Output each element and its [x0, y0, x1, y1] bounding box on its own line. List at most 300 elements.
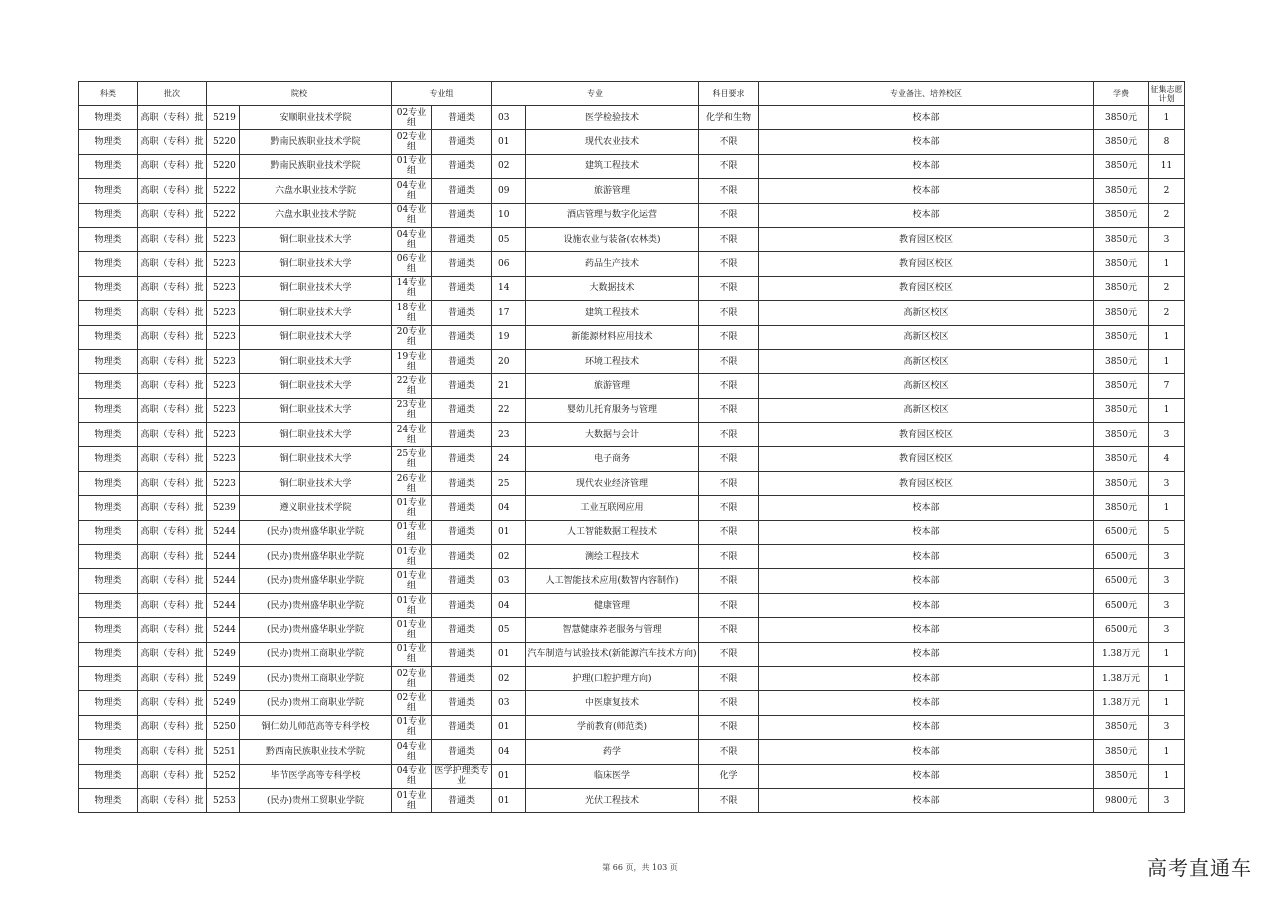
cell-category: 物理类 — [79, 545, 138, 569]
cell-school-code: 5250 — [207, 715, 240, 739]
cell-group-type: 普通类 — [432, 788, 492, 812]
cell-category: 物理类 — [79, 569, 138, 593]
cell-tuition: 1.38万元 — [1094, 642, 1149, 666]
cell-tuition: 6500元 — [1094, 593, 1149, 617]
cell-category: 物理类 — [79, 764, 138, 788]
cell-category: 物理类 — [79, 374, 138, 398]
cell-major-name: 中医康复技术 — [526, 691, 699, 715]
cell-group: 01专业组 — [392, 154, 432, 178]
cell-group: 02专业组 — [392, 666, 432, 690]
cell-notes: 校本部 — [759, 715, 1094, 739]
cell-notes: 高新区校区 — [759, 301, 1094, 325]
cell-category: 物理类 — [79, 349, 138, 373]
cell-school-name: 铜仁职业技术大学 — [240, 423, 392, 447]
cell-tuition: 3850元 — [1094, 154, 1149, 178]
cell-tuition: 3850元 — [1094, 764, 1149, 788]
cell-major-name: 护理(口腔护理方向) — [526, 666, 699, 690]
table-row — [79, 788, 1185, 812]
cell-major-name: 学前教育(师范类) — [526, 715, 699, 739]
cell-plan: 1 — [1149, 642, 1185, 666]
table-row — [79, 227, 1185, 251]
cell-group-type: 普通类 — [432, 520, 492, 544]
cell-school-name: 六盘水职业技术学院 — [240, 179, 392, 203]
cell-subject-requirement: 不限 — [699, 349, 759, 373]
cell-group: 02专业组 — [392, 691, 432, 715]
cell-major-name: 婴幼儿托育服务与管理 — [526, 398, 699, 422]
cell-major-code: 10 — [492, 203, 526, 227]
cell-notes: 校本部 — [759, 545, 1094, 569]
cell-batch: 高职（专科）批 — [138, 715, 207, 739]
cell-group: 01专业组 — [392, 618, 432, 642]
cell-plan: 3 — [1149, 788, 1185, 812]
table-row — [79, 593, 1185, 617]
cell-notes: 校本部 — [759, 106, 1094, 130]
cell-subject-requirement: 不限 — [699, 545, 759, 569]
cell-group: 01专业组 — [392, 788, 432, 812]
cell-plan: 1 — [1149, 252, 1185, 276]
cell-major-name: 健康管理 — [526, 593, 699, 617]
cell-batch: 高职（专科）批 — [138, 545, 207, 569]
cell-school-code: 5223 — [207, 276, 240, 300]
cell-school-code: 5223 — [207, 301, 240, 325]
cell-category: 物理类 — [79, 496, 138, 520]
cell-group: 04专业组 — [392, 764, 432, 788]
table-row — [79, 154, 1185, 178]
cell-group-type: 普通类 — [432, 276, 492, 300]
cell-major-code: 04 — [492, 593, 526, 617]
cell-school-name: 铜仁职业技术大学 — [240, 349, 392, 373]
table-row — [79, 569, 1185, 593]
cell-group: 26专业组 — [392, 471, 432, 495]
cell-batch: 高职（专科）批 — [138, 179, 207, 203]
cell-subject-requirement: 不限 — [699, 227, 759, 251]
cell-notes: 高新区校区 — [759, 398, 1094, 422]
cell-school-code: 5249 — [207, 691, 240, 715]
cell-plan: 3 — [1149, 618, 1185, 642]
cell-group: 04专业组 — [392, 740, 432, 764]
cell-major-name: 设施农业与装备(农林类) — [526, 227, 699, 251]
cell-plan: 1 — [1149, 666, 1185, 690]
cell-category: 物理类 — [79, 691, 138, 715]
cell-major-name: 光伏工程技术 — [526, 788, 699, 812]
cell-school-code: 5223 — [207, 447, 240, 471]
cell-batch: 高职（专科）批 — [138, 788, 207, 812]
cell-group-type: 普通类 — [432, 130, 492, 154]
cell-major-code: 01 — [492, 788, 526, 812]
cell-category: 物理类 — [79, 276, 138, 300]
table-row — [79, 130, 1185, 154]
cell-major-name: 医学检验技术 — [526, 106, 699, 130]
cell-school-name: (民办)贵州工商职业学院 — [240, 642, 392, 666]
cell-major-code: 05 — [492, 618, 526, 642]
cell-category: 物理类 — [79, 252, 138, 276]
cell-subject-requirement: 不限 — [699, 447, 759, 471]
table-row — [79, 423, 1185, 447]
cell-subject-requirement: 不限 — [699, 520, 759, 544]
cell-group: 23专业组 — [392, 398, 432, 422]
cell-major-name: 人工智能技术应用(数智内容制作) — [526, 569, 699, 593]
cell-notes: 教育园区校区 — [759, 252, 1094, 276]
cell-plan: 8 — [1149, 130, 1185, 154]
cell-batch: 高职（专科）批 — [138, 325, 207, 349]
cell-plan: 1 — [1149, 740, 1185, 764]
table-row — [79, 715, 1185, 739]
cell-tuition: 3850元 — [1094, 276, 1149, 300]
cell-school-code: 5244 — [207, 520, 240, 544]
cell-notes: 高新区校区 — [759, 349, 1094, 373]
cell-group: 18专业组 — [392, 301, 432, 325]
cell-group: 25专业组 — [392, 447, 432, 471]
cell-tuition: 3850元 — [1094, 252, 1149, 276]
cell-subject-requirement: 不限 — [699, 642, 759, 666]
cell-major-code: 19 — [492, 325, 526, 349]
cell-school-name: 铜仁职业技术大学 — [240, 252, 392, 276]
cell-notes: 校本部 — [759, 179, 1094, 203]
cell-tuition: 6500元 — [1094, 520, 1149, 544]
cell-major-name: 工业互联网应用 — [526, 496, 699, 520]
cell-major-code: 01 — [492, 520, 526, 544]
cell-subject-requirement: 不限 — [699, 618, 759, 642]
cell-tuition: 3850元 — [1094, 301, 1149, 325]
cell-batch: 高职（专科）批 — [138, 227, 207, 251]
cell-subject-requirement: 不限 — [699, 130, 759, 154]
cell-group: 04专业组 — [392, 227, 432, 251]
cell-plan: 3 — [1149, 569, 1185, 593]
table-row — [79, 666, 1185, 690]
cell-major-code: 21 — [492, 374, 526, 398]
cell-batch: 高职（专科）批 — [138, 374, 207, 398]
cell-group: 19专业组 — [392, 349, 432, 373]
cell-batch: 高职（专科）批 — [138, 764, 207, 788]
cell-group-type: 普通类 — [432, 471, 492, 495]
cell-category: 物理类 — [79, 398, 138, 422]
cell-notes: 校本部 — [759, 496, 1094, 520]
cell-batch: 高职（专科）批 — [138, 252, 207, 276]
cell-group-type: 普通类 — [432, 642, 492, 666]
table-row — [79, 545, 1185, 569]
cell-group-type: 普通类 — [432, 325, 492, 349]
cell-tuition: 3850元 — [1094, 203, 1149, 227]
cell-group-type: 普通类 — [432, 496, 492, 520]
page-footer: 第 66 页，共 103 页 — [602, 863, 678, 872]
cell-tuition: 6500元 — [1094, 545, 1149, 569]
cell-batch: 高职（专科）批 — [138, 740, 207, 764]
cell-major-name: 大数据与会计 — [526, 423, 699, 447]
table-row — [79, 496, 1185, 520]
table-row — [79, 691, 1185, 715]
cell-group: 02专业组 — [392, 106, 432, 130]
header-plan: 征集志愿计划 — [1149, 82, 1185, 106]
cell-category: 物理类 — [79, 715, 138, 739]
header-category: 科类 — [79, 82, 138, 106]
cell-group-type: 普通类 — [432, 740, 492, 764]
cell-school-code: 5239 — [207, 496, 240, 520]
cell-school-code: 5220 — [207, 130, 240, 154]
cell-notes: 教育园区校区 — [759, 227, 1094, 251]
cell-major-code: 23 — [492, 423, 526, 447]
table-row — [79, 301, 1185, 325]
cell-category: 物理类 — [79, 423, 138, 447]
cell-major-name: 人工智能数据工程技术 — [526, 520, 699, 544]
cell-subject-requirement: 不限 — [699, 496, 759, 520]
cell-school-code: 5249 — [207, 642, 240, 666]
cell-category: 物理类 — [79, 788, 138, 812]
cell-subject-requirement: 不限 — [699, 398, 759, 422]
cell-group: 04专业组 — [392, 179, 432, 203]
cell-group-type: 普通类 — [432, 618, 492, 642]
header-school: 院校 — [207, 82, 392, 106]
cell-major-code: 03 — [492, 569, 526, 593]
cell-tuition: 9800元 — [1094, 788, 1149, 812]
table-row — [79, 252, 1185, 276]
cell-notes: 校本部 — [759, 154, 1094, 178]
admission-plan-table — [78, 81, 1185, 813]
cell-major-name: 现代农业经济管理 — [526, 471, 699, 495]
header-major: 专业 — [492, 82, 699, 106]
cell-school-code: 5223 — [207, 252, 240, 276]
cell-major-code: 03 — [492, 691, 526, 715]
cell-major-code: 17 — [492, 301, 526, 325]
cell-major-code: 01 — [492, 764, 526, 788]
cell-subject-requirement: 不限 — [699, 301, 759, 325]
cell-notes: 高新区校区 — [759, 374, 1094, 398]
table-row — [79, 398, 1185, 422]
cell-major-code: 04 — [492, 496, 526, 520]
table-row — [79, 740, 1185, 764]
cell-group: 01专业组 — [392, 545, 432, 569]
cell-subject-requirement: 不限 — [699, 569, 759, 593]
cell-major-code: 01 — [492, 715, 526, 739]
cell-batch: 高职（专科）批 — [138, 496, 207, 520]
cell-group-type: 普通类 — [432, 691, 492, 715]
cell-major-name: 电子商务 — [526, 447, 699, 471]
cell-school-code: 5244 — [207, 545, 240, 569]
table-row — [79, 618, 1185, 642]
cell-school-name: (民办)贵州盛华职业学院 — [240, 520, 392, 544]
cell-major-name: 现代农业技术 — [526, 130, 699, 154]
cell-major-name: 建筑工程技术 — [526, 301, 699, 325]
cell-notes: 校本部 — [759, 203, 1094, 227]
cell-major-code: 25 — [492, 471, 526, 495]
cell-school-code: 5220 — [207, 154, 240, 178]
cell-batch: 高职（专科）批 — [138, 569, 207, 593]
cell-school-code: 5223 — [207, 349, 240, 373]
cell-major-name: 酒店管理与数字化运营 — [526, 203, 699, 227]
cell-notes: 校本部 — [759, 788, 1094, 812]
cell-school-code: 5244 — [207, 593, 240, 617]
cell-notes: 校本部 — [759, 642, 1094, 666]
cell-major-name: 药学 — [526, 740, 699, 764]
cell-notes: 校本部 — [759, 618, 1094, 642]
cell-group: 01专业组 — [392, 496, 432, 520]
cell-tuition: 3850元 — [1094, 740, 1149, 764]
table-row — [79, 179, 1185, 203]
cell-notes: 校本部 — [759, 666, 1094, 690]
cell-batch: 高职（专科）批 — [138, 618, 207, 642]
cell-major-code: 05 — [492, 227, 526, 251]
cell-school-name: 黔南民族职业技术学院 — [240, 154, 392, 178]
cell-subject-requirement: 不限 — [699, 715, 759, 739]
cell-category: 物理类 — [79, 447, 138, 471]
cell-school-name: 铜仁职业技术大学 — [240, 325, 392, 349]
cell-school-name: 黔西南民族职业技术学院 — [240, 740, 392, 764]
cell-school-code: 5244 — [207, 569, 240, 593]
cell-subject-requirement: 不限 — [699, 788, 759, 812]
cell-major-code: 04 — [492, 740, 526, 764]
cell-school-name: 六盘水职业技术学院 — [240, 203, 392, 227]
cell-school-code: 5249 — [207, 666, 240, 690]
cell-tuition: 3850元 — [1094, 496, 1149, 520]
cell-group-type: 普通类 — [432, 423, 492, 447]
cell-group-type: 普通类 — [432, 349, 492, 373]
cell-category: 物理类 — [79, 203, 138, 227]
cell-school-code: 5251 — [207, 740, 240, 764]
table-header — [79, 82, 1185, 106]
cell-batch: 高职（专科）批 — [138, 398, 207, 422]
cell-category: 物理类 — [79, 666, 138, 690]
cell-notes: 校本部 — [759, 691, 1094, 715]
cell-tuition: 3850元 — [1094, 227, 1149, 251]
cell-school-code: 5223 — [207, 374, 240, 398]
cell-notes: 校本部 — [759, 764, 1094, 788]
cell-tuition: 6500元 — [1094, 618, 1149, 642]
cell-tuition: 6500元 — [1094, 569, 1149, 593]
cell-subject-requirement: 化学和生物 — [699, 106, 759, 130]
cell-major-name: 旅游管理 — [526, 179, 699, 203]
cell-plan: 2 — [1149, 203, 1185, 227]
cell-plan: 2 — [1149, 276, 1185, 300]
cell-school-code: 5223 — [207, 423, 240, 447]
cell-plan: 1 — [1149, 325, 1185, 349]
cell-plan: 1 — [1149, 349, 1185, 373]
cell-tuition: 3850元 — [1094, 349, 1149, 373]
cell-major-name: 新能源材料应用技术 — [526, 325, 699, 349]
cell-school-code: 5223 — [207, 325, 240, 349]
header-notes: 专业备注、培养校区 — [759, 82, 1094, 106]
cell-school-name: 遵义职业技术学院 — [240, 496, 392, 520]
cell-batch: 高职（专科）批 — [138, 301, 207, 325]
cell-group-type: 普通类 — [432, 593, 492, 617]
cell-major-code: 02 — [492, 154, 526, 178]
cell-major-name: 药品生产技术 — [526, 252, 699, 276]
cell-school-name: (民办)贵州工商职业学院 — [240, 691, 392, 715]
header-group: 专业组 — [392, 82, 492, 106]
cell-batch: 高职（专科）批 — [138, 471, 207, 495]
cell-group: 14专业组 — [392, 276, 432, 300]
cell-group: 01专业组 — [392, 593, 432, 617]
cell-school-name: 毕节医学高等专科学校 — [240, 764, 392, 788]
cell-group: 22专业组 — [392, 374, 432, 398]
cell-school-name: (民办)贵州盛华职业学院 — [240, 618, 392, 642]
cell-group-type: 普通类 — [432, 301, 492, 325]
cell-plan: 3 — [1149, 423, 1185, 447]
cell-school-name: 铜仁职业技术大学 — [240, 447, 392, 471]
cell-tuition: 3850元 — [1094, 325, 1149, 349]
cell-batch: 高职（专科）批 — [138, 276, 207, 300]
cell-category: 物理类 — [79, 227, 138, 251]
cell-school-name: 铜仁职业技术大学 — [240, 301, 392, 325]
cell-plan: 1 — [1149, 764, 1185, 788]
cell-major-code: 03 — [492, 106, 526, 130]
table-row — [79, 349, 1185, 373]
cell-group: 01专业组 — [392, 642, 432, 666]
cell-major-name: 测绘工程技术 — [526, 545, 699, 569]
cell-school-name: 安顺职业技术学院 — [240, 106, 392, 130]
cell-school-code: 5222 — [207, 179, 240, 203]
cell-subject-requirement: 不限 — [699, 374, 759, 398]
cell-major-code: 01 — [492, 642, 526, 666]
cell-major-code: 20 — [492, 349, 526, 373]
cell-notes: 校本部 — [759, 130, 1094, 154]
cell-group: 24专业组 — [392, 423, 432, 447]
cell-school-code: 5223 — [207, 398, 240, 422]
cell-subject-requirement: 不限 — [699, 276, 759, 300]
cell-major-code: 02 — [492, 666, 526, 690]
cell-school-code: 5223 — [207, 227, 240, 251]
cell-batch: 高职（专科）批 — [138, 106, 207, 130]
cell-school-name: (民办)贵州工商职业学院 — [240, 666, 392, 690]
cell-group-type: 普通类 — [432, 179, 492, 203]
cell-category: 物理类 — [79, 154, 138, 178]
cell-tuition: 3850元 — [1094, 715, 1149, 739]
cell-group-type: 普通类 — [432, 447, 492, 471]
cell-category: 物理类 — [79, 593, 138, 617]
cell-notes: 校本部 — [759, 740, 1094, 764]
cell-major-name: 建筑工程技术 — [526, 154, 699, 178]
cell-subject-requirement: 不限 — [699, 154, 759, 178]
cell-plan: 3 — [1149, 471, 1185, 495]
cell-subject-requirement: 不限 — [699, 252, 759, 276]
header-batch: 批次 — [138, 82, 207, 106]
cell-batch: 高职（专科）批 — [138, 349, 207, 373]
table-body — [79, 106, 1185, 813]
cell-group-type: 普通类 — [432, 252, 492, 276]
cell-tuition: 3850元 — [1094, 398, 1149, 422]
cell-group-type: 普通类 — [432, 666, 492, 690]
cell-school-code: 5244 — [207, 618, 240, 642]
cell-plan: 2 — [1149, 301, 1185, 325]
cell-plan: 7 — [1149, 374, 1185, 398]
cell-category: 物理类 — [79, 642, 138, 666]
cell-major-code: 22 — [492, 398, 526, 422]
cell-school-name: (民办)贵州盛华职业学院 — [240, 569, 392, 593]
cell-subject-requirement: 不限 — [699, 666, 759, 690]
header-tuition: 学费 — [1094, 82, 1149, 106]
cell-school-name: 铜仁职业技术大学 — [240, 227, 392, 251]
cell-category: 物理类 — [79, 179, 138, 203]
cell-major-code: 24 — [492, 447, 526, 471]
cell-group-type: 普通类 — [432, 715, 492, 739]
header-subject-requirement: 科目要求 — [699, 82, 759, 106]
cell-tuition: 3850元 — [1094, 130, 1149, 154]
cell-category: 物理类 — [79, 325, 138, 349]
cell-notes: 高新区校区 — [759, 325, 1094, 349]
cell-group: 01专业组 — [392, 569, 432, 593]
cell-major-name: 临床医学 — [526, 764, 699, 788]
cell-batch: 高职（专科）批 — [138, 520, 207, 544]
cell-group: 01专业组 — [392, 715, 432, 739]
cell-batch: 高职（专科）批 — [138, 593, 207, 617]
cell-batch: 高职（专科）批 — [138, 666, 207, 690]
cell-plan: 4 — [1149, 447, 1185, 471]
cell-group: 20专业组 — [392, 325, 432, 349]
cell-school-code: 5252 — [207, 764, 240, 788]
cell-notes: 教育园区校区 — [759, 276, 1094, 300]
cell-batch: 高职（专科）批 — [138, 642, 207, 666]
cell-major-name: 大数据技术 — [526, 276, 699, 300]
cell-notes: 校本部 — [759, 593, 1094, 617]
cell-category: 物理类 — [79, 471, 138, 495]
